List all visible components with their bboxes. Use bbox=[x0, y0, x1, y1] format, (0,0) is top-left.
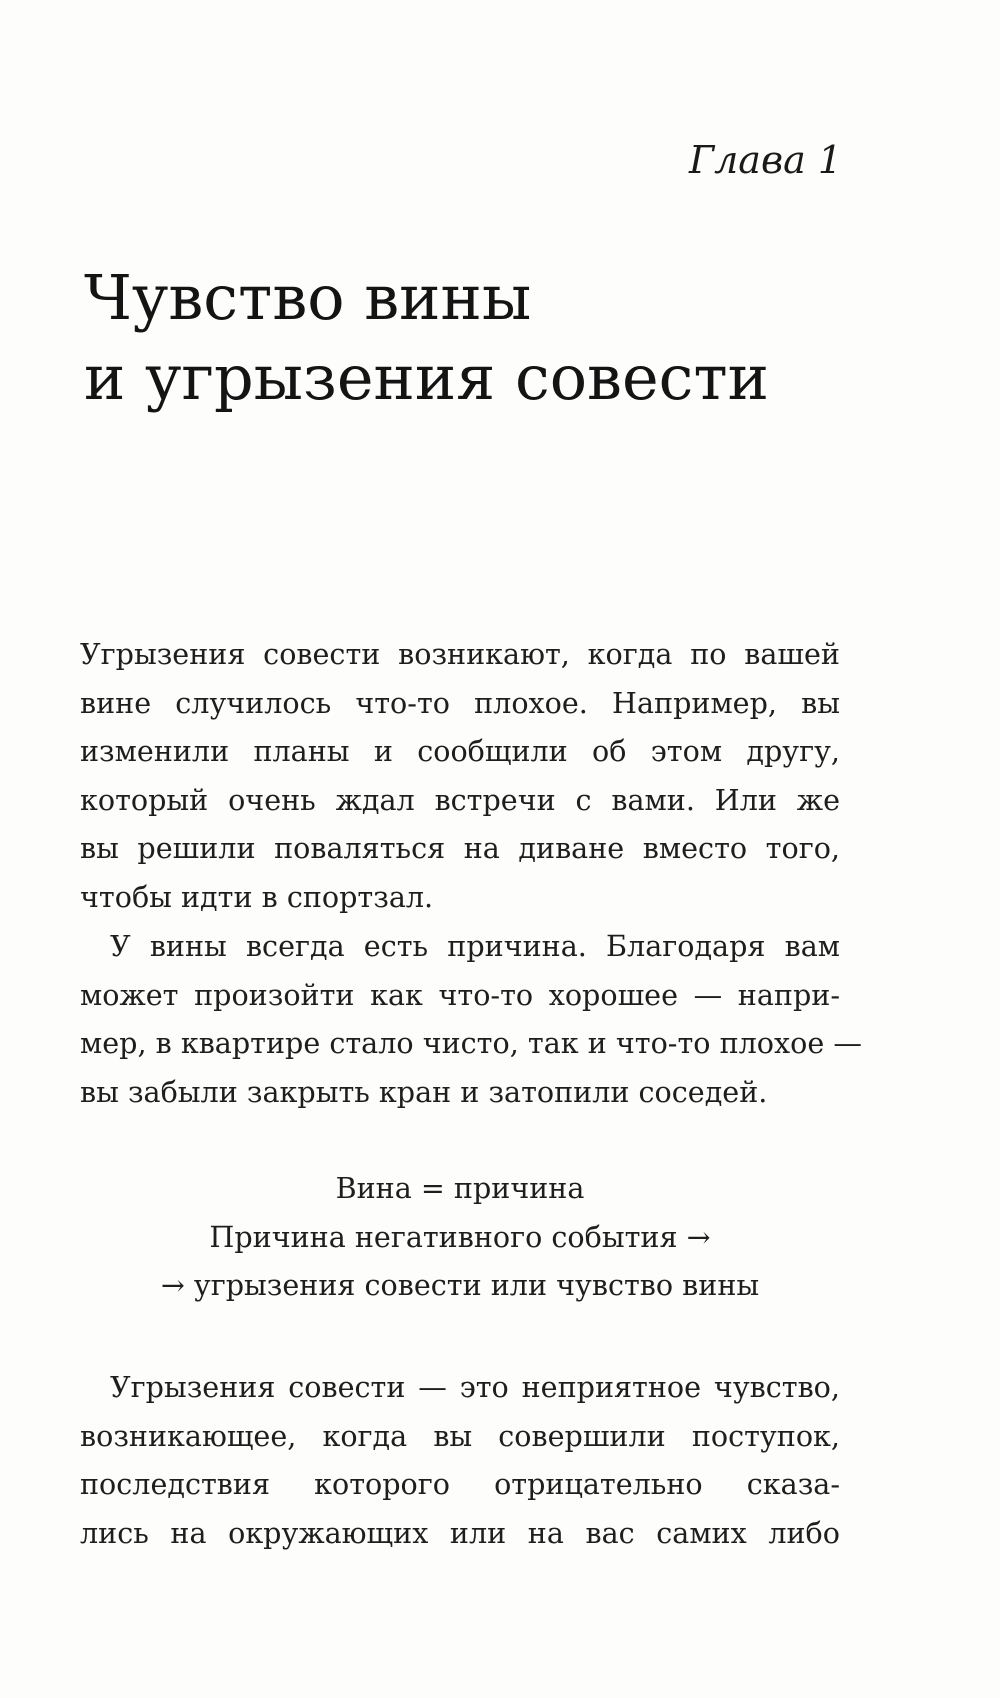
paragraph-line: который очень ждал встречи с вами. Или же bbox=[80, 782, 840, 817]
paragraph-line: Угрызения совести возникают, когда по вашей bbox=[80, 637, 840, 671]
paragraph-line: изменили планы и сообщили об этом другу, bbox=[80, 734, 840, 769]
formula-line: Причина негативного события → bbox=[209, 1219, 711, 1254]
paragraph-line: мер, в квартире стало чисто, так и что-то плохое — bbox=[80, 1026, 862, 1061]
paragraph-line: вы решили поваляться на диване вместо того, bbox=[80, 831, 840, 866]
paragraph-line: возникающее, когда вы совершили поступок, bbox=[80, 1418, 840, 1453]
chapter-number: Глава 1 bbox=[688, 138, 842, 182]
chapter-title-line: Чувство вины bbox=[84, 261, 532, 334]
paragraph-3 bbox=[80, 1363, 840, 1557]
paragraph-2 bbox=[80, 922, 862, 1116]
formula-line: Вина = причина bbox=[335, 1171, 585, 1205]
paragraph-line: может произойти как что-то хорошее — напри- bbox=[80, 977, 840, 1012]
paragraph-line: У вины всегда есть причина. Благодаря вам bbox=[110, 929, 840, 963]
paragraph-line: чтобы идти в спортзал. bbox=[80, 879, 434, 914]
paragraph-line: вине случилось что-то плохое. Например, вы bbox=[80, 685, 840, 720]
paragraph-line: вы забыли закрыть кран и затопили соседей. bbox=[80, 1074, 768, 1109]
chapter-title bbox=[84, 258, 769, 418]
formula-line: → угрызения совести или чувство вины bbox=[160, 1268, 760, 1303]
paragraph-line: лись на окружающих или на вас самих либо bbox=[80, 1515, 840, 1550]
formula-block bbox=[80, 1164, 840, 1310]
paragraph-line: последствия которого отрицательно сказа- bbox=[80, 1467, 840, 1502]
chapter-title-line: и угрызения совести bbox=[84, 341, 769, 414]
paragraph-line: Угрызения совести — это неприятное чувство, bbox=[110, 1370, 840, 1404]
paragraph-1 bbox=[80, 630, 840, 922]
